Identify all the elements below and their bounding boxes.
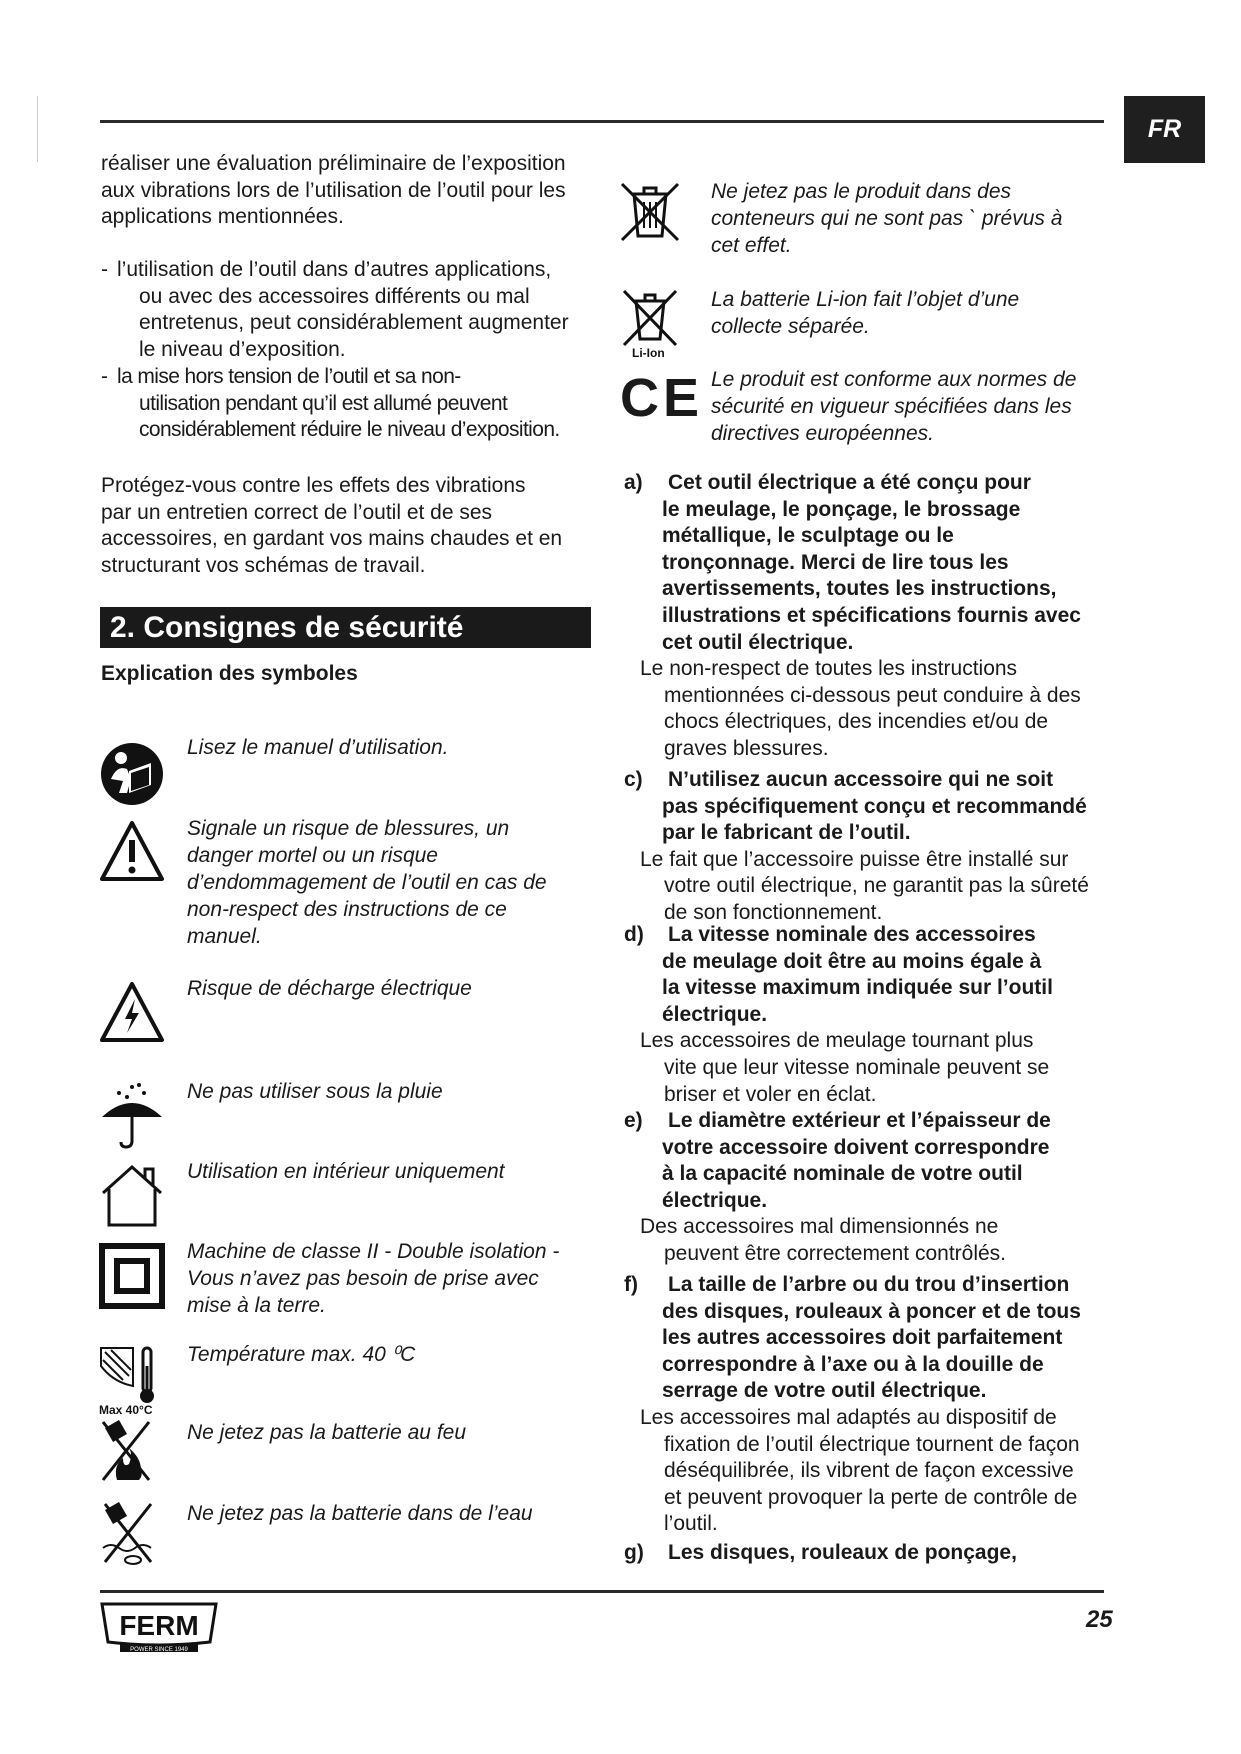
- item-heading-line: tronçonnage. Merci de lire tous les: [662, 550, 1009, 574]
- warning-line: Signale un risque de blessures, un: [187, 817, 510, 840]
- item-body-line: chocs électriques, des incendies et/ou de: [664, 710, 1049, 734]
- safety-item: [624, 1272, 1124, 1538]
- ferm-brand: FERM: [119, 1610, 199, 1641]
- warning-line: danger mortel ou un risque: [187, 844, 438, 867]
- item-body-line: et peuvent provoquer la perte de contrôle de: [664, 1485, 1078, 1509]
- bullet-line: utilisation pendant qu’il est allumé peuvent: [139, 391, 508, 415]
- item-body-line: votre outil électrique, ne garantit pas la sûreté: [664, 874, 1089, 898]
- no-fire-battery-icon: [99, 1418, 159, 1484]
- item-body-line: fixation de l’outil électrique tournent de façon: [664, 1432, 1080, 1456]
- bullet-dash: -: [101, 365, 108, 388]
- language-tab: FR: [1124, 96, 1205, 163]
- symbol-liion-text: [711, 286, 1121, 340]
- bullet-line: la mise hors tension de l’outil et sa non-: [117, 365, 461, 388]
- warning-icon: [99, 820, 165, 882]
- item-heading: [624, 1540, 1124, 1567]
- class2-line: Vous n’avez pas besoin de prise avec: [187, 1267, 539, 1290]
- item-heading-line: par le fabricant de l’outil.: [662, 821, 911, 845]
- intro-line: aux vibrations lors de l’utilisation de l’outil pour les: [101, 178, 566, 202]
- protect-line: Protégez-vous contre les effets des vibrations: [101, 474, 526, 497]
- bin-line: conteneurs qui ne sont pas ` prévus à: [711, 207, 1063, 230]
- protect-line: structurant vos schémas de travail.: [101, 553, 426, 577]
- bullet-1: [101, 257, 601, 367]
- item-body-line: peuvent être correctement contrôlés.: [664, 1241, 1007, 1265]
- item-heading-line: pas spécifiquement conçu et recommandé: [662, 794, 1087, 818]
- ce-line: Le produit est conforme aux normes de: [711, 368, 1077, 391]
- symbols-subtitle: Explication des symboles: [101, 662, 358, 685]
- symbol-temp-text: Température max. 40 ⁰C: [187, 1343, 416, 1366]
- item-heading-line: serrage de votre outil électrique.: [662, 1379, 987, 1403]
- ce-line: sécurité en vigueur spécifiées dans les: [711, 395, 1072, 418]
- item-heading-line: correspondre à l’axe ou à la douille de: [662, 1352, 1044, 1376]
- bullet-2: [101, 364, 601, 449]
- no-water-battery-icon: [99, 1500, 159, 1566]
- item-heading-line: de meulage doit être au moins égale à: [662, 949, 1042, 973]
- item-body-line: Le non-respect de toutes les instructions: [640, 657, 1018, 681]
- safety-item: [624, 1108, 1124, 1268]
- symbol-fire-text: Ne jetez pas la batterie au feu: [187, 1421, 467, 1444]
- protect-paragraph: [101, 473, 601, 579]
- item-heading-line: le meulage, le ponçage, le brossage: [662, 497, 1021, 521]
- item-body: [624, 656, 1124, 762]
- item-heading-line: des disques, rouleaux à poncer et de tous: [662, 1299, 1081, 1323]
- page-number: 25: [1086, 1606, 1113, 1633]
- symbol-warning-text: [187, 815, 607, 950]
- symbol-class2-text: [187, 1238, 607, 1319]
- item-heading-line: Les disques, rouleaux de ponçage,: [668, 1541, 1017, 1564]
- intro-paragraph: [101, 151, 601, 231]
- bullet-dash: -: [101, 258, 108, 281]
- item-heading-line: à la capacité nominale de votre outil: [662, 1162, 1023, 1186]
- liion-label: Li-Ion: [632, 346, 665, 359]
- bullet-line: entretenus, peut considérablement augmenter: [139, 311, 569, 334]
- item-heading-line: avertissements, toutes les instructions,: [662, 577, 1057, 601]
- item-heading-line: métallique, le sculptage ou le: [662, 524, 954, 548]
- read-manual-icon: [99, 741, 165, 807]
- safety-item: [624, 922, 1124, 1108]
- item-body-line: vite que leur vitesse nominale peuvent se: [664, 1055, 1050, 1079]
- item-heading-line: Le diamètre extérieur et l’épaisseur de: [668, 1109, 1051, 1132]
- item-heading-line: les autres accessoires doit parfaitement: [662, 1326, 1063, 1350]
- warning-line: manuel.: [187, 925, 262, 948]
- item-body: [624, 1028, 1124, 1108]
- item-heading-line: N’utilisez aucun accessoire qui ne soit: [668, 768, 1054, 791]
- ferm-logo: [100, 1602, 218, 1659]
- item-heading-line: électrique.: [662, 1002, 768, 1026]
- section-heading: 2. Consignes de sécurité: [100, 607, 591, 648]
- margin-mark: [37, 96, 38, 162]
- bullet-line: ou avec des accessoires différents ou mal: [139, 284, 530, 308]
- top-rule: [100, 120, 1104, 123]
- item-heading-line: cet outil électrique.: [662, 630, 854, 654]
- ce-line: directives européennes.: [711, 422, 934, 445]
- item-heading-line: La taille de l’arbre ou du trou d’insertion: [668, 1273, 1070, 1296]
- bullet-line: le niveau d’exposition.: [139, 337, 346, 361]
- safety-item: [624, 767, 1124, 927]
- liion-line: La batterie Li-ion fait l’objet d’une: [711, 288, 1020, 311]
- item-body-line: mentionnées ci-dessous peut conduire à des: [664, 683, 1081, 707]
- symbol-manual-text: Lisez le manuel d’utilisation.: [187, 736, 449, 759]
- safety-item: [624, 1540, 1124, 1567]
- protect-line: accessoires, en gardant vos mains chaudes et en: [101, 527, 563, 550]
- item-label: f): [624, 1273, 638, 1296]
- liion-line: collecte séparée.: [711, 315, 870, 338]
- bin-line: cet effet.: [711, 234, 792, 257]
- double-insulation-icon: [99, 1243, 165, 1309]
- symbol-rain-text: Ne pas utiliser sous la pluie: [187, 1080, 443, 1103]
- symbol-shock-text: Risque de décharge électrique: [187, 977, 472, 1000]
- umbrella-rain-icon: [99, 1083, 165, 1149]
- ce-mark-icon: CE: [620, 368, 704, 428]
- symbol-ce-text: [711, 366, 1121, 447]
- bin-line: Ne jetez pas le produit dans des: [711, 180, 1012, 203]
- temp-icon-label: Max 40°C: [99, 1403, 153, 1416]
- intro-line: réaliser une évaluation préliminaire de l’exposition: [101, 152, 566, 175]
- max-temperature-icon: [99, 1346, 159, 1416]
- item-body-line: déséquilibrée, ils vibrent de façon excessive: [664, 1459, 1074, 1483]
- ferm-tagline: POWER SINCE 1949: [130, 1647, 188, 1653]
- item-heading: [624, 767, 1124, 847]
- symbol-indoor-text: Utilisation en intérieur uniquement: [187, 1160, 505, 1183]
- item-label: g): [624, 1541, 644, 1564]
- item-body-line: Les accessoires de meulage tournant plus: [640, 1029, 1034, 1053]
- item-heading: [624, 1272, 1124, 1405]
- item-body-line: briser et voler en éclat.: [664, 1082, 877, 1106]
- li-ion-bin-icon: [618, 289, 682, 359]
- item-heading-line: illustrations et spécifications fournis avec: [662, 603, 1081, 627]
- item-body-line: Des accessoires mal dimensionnés ne: [640, 1215, 999, 1239]
- item-heading: [624, 922, 1124, 1028]
- electric-shock-icon: [99, 981, 165, 1043]
- symbol-water-text: Ne jetez pas la batterie dans de l’eau: [187, 1502, 533, 1525]
- item-heading-line: la vitesse maximum indiquée sur l’outil: [662, 976, 1053, 1000]
- item-body-line: Le fait que l’accessoire puisse être installé sur: [640, 847, 1069, 871]
- warning-line: non-respect des instructions de ce: [187, 898, 507, 921]
- house-indoor-icon: [99, 1161, 165, 1227]
- item-body: [624, 1405, 1124, 1538]
- class2-line: Machine de classe II - Double isolation -: [187, 1240, 560, 1263]
- item-body: [624, 847, 1124, 927]
- warning-line: d’endommagement de l’outil en cas de: [187, 871, 547, 894]
- safety-item: [624, 470, 1124, 763]
- bottom-rule: [100, 1590, 1104, 1593]
- item-body-line: graves blessures.: [664, 736, 829, 760]
- item-body: [624, 1214, 1124, 1267]
- crossed-bin-icon: [618, 180, 682, 244]
- bullet-line: l’utilisation de l’outil dans d’autres applications,: [117, 258, 552, 281]
- bullet-line: considérablement réduire le niveau d’exposition.: [139, 418, 560, 441]
- protect-line: par un entretien correct de l’outil et de ses: [101, 500, 493, 524]
- item-body-line: de son fonctionnement.: [664, 900, 883, 924]
- item-body-line: Les accessoires mal adaptés au dispositif de: [640, 1405, 1057, 1429]
- class2-line: mise à la terre.: [187, 1294, 326, 1317]
- item-label: d): [624, 923, 644, 946]
- symbol-bin-text: [711, 178, 1121, 259]
- item-label: c): [624, 768, 643, 791]
- item-heading-line: Cet outil électrique a été conçu pour: [668, 471, 1031, 494]
- item-heading-line: La vitesse nominale des accessoires: [668, 923, 1036, 946]
- item-heading-line: électrique.: [662, 1188, 768, 1212]
- item-label: e): [624, 1109, 643, 1132]
- item-heading: [624, 470, 1124, 656]
- item-body-line: l’outil.: [664, 1512, 718, 1536]
- item-heading-line: votre accessoire doivent correspondre: [662, 1135, 1050, 1159]
- item-heading: [624, 1108, 1124, 1214]
- intro-line: applications mentionnées.: [101, 205, 344, 228]
- item-label: a): [624, 471, 643, 494]
